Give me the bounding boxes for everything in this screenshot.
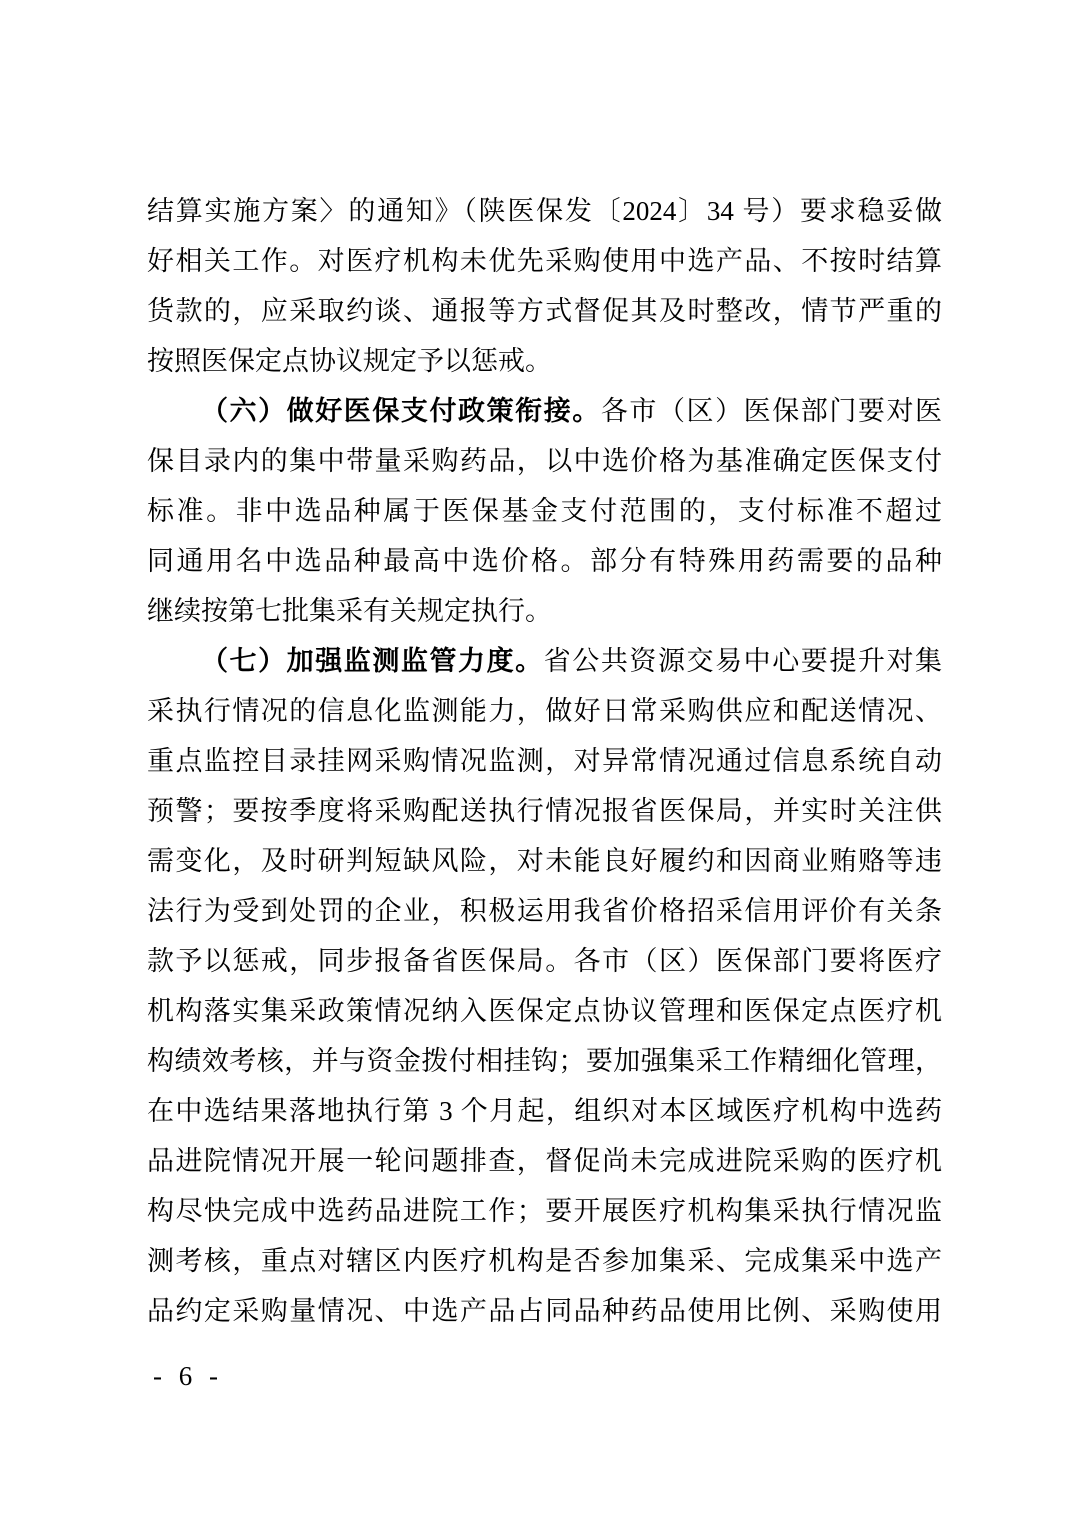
text-line xyxy=(147,386,942,436)
text-segment: 采执行情况的信息化监测能力，做好日常采购供应和配送情况、 xyxy=(147,696,942,726)
text-line xyxy=(147,1286,942,1336)
section-heading: （七）加强监测监管力度。 xyxy=(201,646,544,676)
text-line xyxy=(147,486,942,536)
text-segment: 省公共资源交易中心要提升对集 xyxy=(543,646,943,676)
text-segment: 货款的，应采取约谈、通报等方式督促其及时整改，情节严重的 xyxy=(147,296,942,326)
text-segment: 各市（区）医保部门要对医 xyxy=(600,396,943,426)
text-segment: 构绩效考核，并与资金拨付相挂钩；要加强集采工作精细化管理， xyxy=(147,1046,942,1076)
text-segment: 法行为受到处罚的企业，积极运用我省价格招采信用评价有关条 xyxy=(147,896,942,926)
text-segment: 需变化，及时研判短缺风险，对未能良好履约和因商业贿赂等违 xyxy=(147,846,942,876)
text-segment: 结算实施方案〉的通知》（陕医保发〔2024〕34 号）要求稳妥做 xyxy=(147,196,942,226)
text-segment: 品约定采购量情况、中选产品占同品种药品使用比例、采购使用 xyxy=(147,1296,942,1326)
text-segment: 品进院情况开展一轮问题排查，督促尚未完成进院采购的医疗机 xyxy=(147,1146,942,1176)
text-line xyxy=(147,786,942,836)
text-segment: 预警；要按季度将采购配送执行情况报省医保局，并实时关注供 xyxy=(147,796,942,826)
text-line xyxy=(147,236,942,286)
text-segment: 在中选结果落地执行第 3 个月起，组织对本区域医疗机构中选药 xyxy=(147,1096,942,1126)
text-segment: 重点监控目录挂网采购情况监测，对异常情况通过信息系统自动 xyxy=(147,746,942,776)
document-body xyxy=(147,186,942,1336)
text-line xyxy=(147,686,942,736)
text-segment: 好相关工作。对医疗机构未优先采购使用中选产品、不按时结算 xyxy=(147,246,942,276)
text-line xyxy=(147,436,942,486)
text-line xyxy=(147,286,942,336)
text-line xyxy=(147,536,942,586)
text-segment: 按照医保定点协议规定予以惩戒。 xyxy=(147,346,552,376)
text-segment: 构尽快完成中选药品进院工作；要开展医疗机构集采执行情况监 xyxy=(147,1196,942,1226)
text-line xyxy=(147,886,942,936)
text-line xyxy=(147,836,942,886)
section-heading: （六）做好医保支付政策衔接。 xyxy=(201,396,601,426)
text-line xyxy=(147,636,942,686)
text-segment: 标准。非中选品种属于医保基金支付范围的，支付标准不超过 xyxy=(147,496,942,526)
text-line xyxy=(147,986,942,1036)
text-line xyxy=(147,1036,942,1086)
text-segment: 款予以惩戒，同步报备省医保局。各市（区）医保部门要将医疗 xyxy=(147,946,942,976)
text-line xyxy=(147,1136,942,1186)
text-segment: 测考核，重点对辖区内医疗机构是否参加集采、完成集采中选产 xyxy=(147,1246,942,1276)
text-segment: 机构落实集采政策情况纳入医保定点协议管理和医保定点医疗机 xyxy=(147,996,942,1026)
page-number: - 6 - xyxy=(153,1361,223,1391)
text-segment: 同通用名中选品种最高中选价格。部分有特殊用药需要的品种 xyxy=(147,546,942,576)
text-segment: 继续按第七批集采有关规定执行。 xyxy=(147,596,552,626)
text-line xyxy=(147,936,942,986)
text-line xyxy=(147,736,942,786)
text-line xyxy=(147,336,942,386)
text-line xyxy=(147,1236,942,1286)
text-segment: 保目录内的集中带量采购药品，以中选价格为基准确定医保支付 xyxy=(147,446,942,476)
text-line xyxy=(147,586,942,636)
text-line xyxy=(147,1186,942,1236)
text-line xyxy=(147,1086,942,1136)
text-line xyxy=(147,186,942,236)
